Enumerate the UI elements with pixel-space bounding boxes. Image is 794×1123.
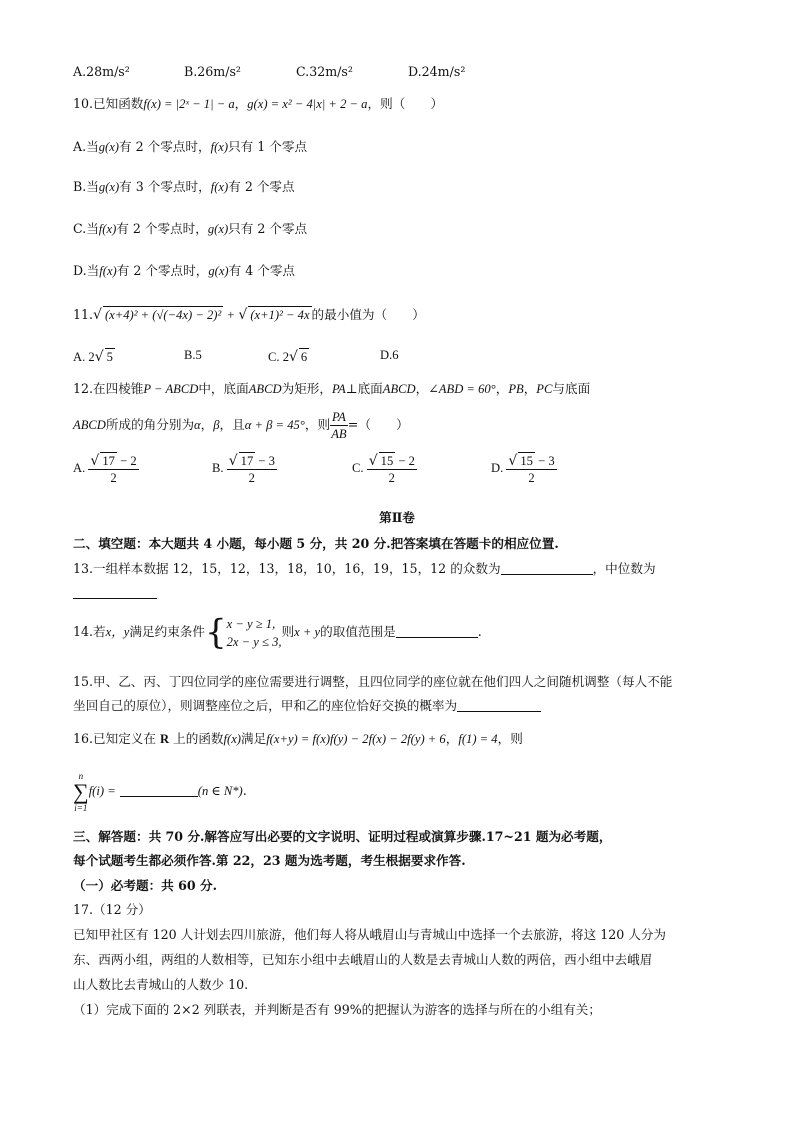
q12-opt-c-den: 2 xyxy=(388,471,395,485)
q12-ratio-fraction xyxy=(330,409,348,442)
q12-opt-b-fraction xyxy=(227,452,277,486)
q16-sigma-top: n xyxy=(78,770,84,781)
q10-opt-c-letter: C.当 xyxy=(73,221,99,236)
q12-t6: 所成的角分别为 xyxy=(105,417,195,432)
q10-opt-a-fn1: g(x) xyxy=(98,140,119,154)
q13-stem-line-2 xyxy=(73,584,157,602)
q16-comma: ， xyxy=(445,731,459,746)
q11-plus: + xyxy=(227,308,235,322)
q10-g-expr: g(x) = x² − 4|x| + 2 − a xyxy=(247,97,368,111)
q17-paragraph-line-2: 东、西两小组，两组的人数相等，已知东小组中去峨眉山的人数是去青城山人数的两倍，西小组中去峨眉 xyxy=(73,952,653,967)
q14-constraint-system xyxy=(227,615,282,651)
q11-radicand-2: (x+1)² − 4x xyxy=(250,308,310,322)
q11-stem xyxy=(73,306,425,324)
q11-suffix: 的最小值为（ ） xyxy=(311,307,425,322)
q12-t8: ，则 xyxy=(304,417,331,432)
q11-radicand-1: (x+4)² + (√(−4x) − 2)² xyxy=(104,308,222,322)
sqrt-sign: √ xyxy=(94,349,104,365)
q12-beta: β xyxy=(213,418,220,432)
q12-t5: 与底面 xyxy=(552,381,591,396)
q14-then: 则 xyxy=(281,624,295,639)
q10-opt-d-fn1: f(x) xyxy=(99,264,117,278)
q12-t1: 12.在四棱锥 xyxy=(73,381,144,396)
q16-end: . xyxy=(242,783,247,798)
q14-vars: x，y xyxy=(105,625,130,639)
q12-perp: PA⊥ xyxy=(331,382,358,396)
q10-opt-c-fn2: g(x) xyxy=(207,222,229,236)
q12-opt-a-fraction xyxy=(88,452,138,486)
q12-base-3: ABCD xyxy=(73,418,106,432)
q11-opt-a-radicand: 5 xyxy=(106,350,113,364)
q16-stem-line-1 xyxy=(73,730,523,748)
q12-pb: PB xyxy=(508,382,524,396)
q9-option-c: C.32m/s² xyxy=(296,64,353,79)
q11-number: 11. xyxy=(73,307,94,322)
q13-blank-median[interactable] xyxy=(73,585,157,599)
q12-opt-b-den: 2 xyxy=(248,471,255,485)
q10-opt-d-letter: D.当 xyxy=(73,263,100,278)
q12-opt-a-label: A. xyxy=(73,460,86,475)
q12-opt-a-rad: 17 xyxy=(102,454,115,468)
q12-opt-c-rad: 15 xyxy=(380,454,394,468)
q16-stem-line-2 xyxy=(73,770,247,813)
q12-t9: =（ ） xyxy=(347,417,409,432)
q17-paragraph-line-1: 已知甲社区有 120 人计划去四川旅游，他们每人将从峨眉山与青城山中选择一个去旅游，将这 120 人分为 xyxy=(73,927,667,942)
q12-opt-d-label: D. xyxy=(491,460,504,475)
q11-option-c xyxy=(268,348,309,365)
sqrt-sign: √ xyxy=(90,453,100,469)
q12-option-a xyxy=(73,452,139,486)
q14-suffix: 的取值范围是 xyxy=(320,624,396,639)
q10-opt-b-fn2: f(x) xyxy=(210,180,229,194)
q12-opt-c-rest: − 2 xyxy=(395,454,415,468)
q17-paragraph-line-3: 山人数比去青城山的人数少 10. xyxy=(73,977,249,992)
sqrt-sign: √ xyxy=(93,307,102,323)
q12-sum: α + β = 45° xyxy=(244,418,305,432)
q10-f-expr: f(x) = |2ˣ − 1| − a xyxy=(143,97,235,111)
q9-option-d: D.24m/s² xyxy=(408,64,466,79)
q15-stem-line-2 xyxy=(73,697,541,715)
q12-opt-b-rest: − 3 xyxy=(255,454,275,468)
q12-comma-2: ， xyxy=(495,381,509,396)
q12-base: ABCD xyxy=(248,382,282,396)
q10-sep: ， xyxy=(234,96,248,111)
q10-opt-c-text1: 有 2 个零点时， xyxy=(116,221,208,236)
q14-stem xyxy=(73,614,482,651)
q12-opt-b-label: B. xyxy=(212,460,224,475)
q16-fx: f(x) xyxy=(223,732,241,746)
required-questions-heading: （一）必考题：共 60 分. xyxy=(73,878,218,893)
q12-stem-line-1 xyxy=(73,380,590,398)
q12-opt-c-fraction xyxy=(367,452,417,486)
q14-end: . xyxy=(477,624,482,639)
q11-option-b: B.5 xyxy=(184,348,202,362)
sigma-sum-icon: n ∑ i=1 xyxy=(73,770,89,813)
q12-t7: ，且 xyxy=(219,417,245,432)
q17-part-1: （1）完成下面的 2×2 列联表，并判断是否有 99%的把握认为游客的选择与所在的小组有关； xyxy=(73,1002,601,1017)
q12-opt-d-rest: − 3 xyxy=(534,454,555,468)
section-2-title: 第Ⅱ卷 xyxy=(379,510,415,525)
q12-alpha: α xyxy=(194,418,201,432)
q14-constraint-1: x − y ≥ 1, xyxy=(226,616,276,631)
q10-option-a xyxy=(73,138,307,156)
q14-mid: 满足约束条件 xyxy=(129,624,205,639)
q10-opt-b-fn1: g(x) xyxy=(98,180,120,194)
q12-t4: 底面 xyxy=(357,381,383,396)
section-3-heading-line-2: 每个试题考生都必须作答.第 22，23 题为选考题，考生根据要求作答. xyxy=(73,853,466,868)
q12-option-d xyxy=(491,452,557,486)
q12-opt-d-rad: 15 xyxy=(520,454,533,468)
q12-t3: 为矩形， xyxy=(281,381,332,396)
q10-opt-c-text2: 只有 2 个零点 xyxy=(228,221,308,236)
q15-blank[interactable] xyxy=(457,698,541,712)
sqrt-sign: √ xyxy=(289,349,298,365)
q17-header: 17.（12 分） xyxy=(73,902,151,917)
q9-option-a: A.28m/s² xyxy=(73,64,130,79)
q11-opt-a-coef: A. 2 xyxy=(73,350,95,364)
q12-frac-num: PA xyxy=(332,410,346,424)
q10-opt-b-text1: 有 3 个零点时， xyxy=(119,179,211,194)
q16-condition: (n ∈ N*) xyxy=(197,784,243,798)
q16-mid: 上的函数 xyxy=(173,731,224,746)
q10-prefix: 10.已知函数 xyxy=(73,96,144,111)
q10-opt-c-fn1: f(x) xyxy=(98,222,117,236)
q15-stem-line-1: 15.甲、乙、丙、丁四位同学的座位需要进行调整，且四位同学的座位就在他们四人之间随机调整（每人不能 xyxy=(73,674,673,689)
q10-option-c xyxy=(73,220,307,238)
q16-then: ，则 xyxy=(497,731,523,746)
q13-text: 13.一组样本数据 12，15，12，13，18，10，16，19，15，12 的众数为 xyxy=(73,561,501,576)
q10-option-b xyxy=(73,178,295,196)
q11-option-d: D.6 xyxy=(380,348,399,362)
q12-stem-line-2 xyxy=(73,408,409,442)
q10-opt-b-text2: 有 2 个零点 xyxy=(228,179,295,194)
q10-opt-a-letter: A.当 xyxy=(73,139,99,154)
q16-prefix: 16.已知定义在 xyxy=(73,731,156,746)
sqrt-sign: √ xyxy=(228,453,238,469)
q10-stem xyxy=(73,95,443,113)
q16-term: f(i) = xyxy=(88,784,116,798)
q10-opt-d-text1: 有 2 个零点时， xyxy=(116,263,209,278)
q16-mid2: 满足 xyxy=(241,731,267,746)
q10-suffix: ，则（ ） xyxy=(367,96,444,111)
q12-angle: ∠ABD = 60° xyxy=(428,382,496,396)
q11-opt-c-coef: C. 2 xyxy=(268,350,289,364)
q12-opt-b-rad: 17 xyxy=(240,454,254,468)
sqrt-sign: √ xyxy=(368,453,378,469)
section-3-heading-line-1: 三、解答题：共 70 分.解答应写出必要的文字说明、证明过程或演算步骤.17~21 题为必考题， xyxy=(73,829,612,844)
sqrt-sign: √ xyxy=(238,307,248,323)
q12-option-b xyxy=(212,452,277,486)
q13-stem xyxy=(73,560,656,578)
left-brace-icon: { xyxy=(204,612,227,653)
q16-equation: f(x+y) = f(x)f(y) − 2f(x) − 2f(y) + 6 xyxy=(266,732,446,746)
q12-frac-den: AB xyxy=(331,427,347,441)
q10-opt-b-letter: B.当 xyxy=(73,179,99,194)
q14-constraint-2: 2x − y ≤ 3, xyxy=(226,634,282,649)
q12-pc: PC xyxy=(536,382,553,396)
q12-option-c xyxy=(352,452,417,486)
sqrt-sign: √ xyxy=(508,453,518,469)
q16-f1: f(1) = 4 xyxy=(458,732,498,746)
q10-opt-d-text2: 有 4 个零点 xyxy=(228,263,296,278)
q12-comma: ， xyxy=(415,381,429,396)
q15-text: 坐回自己的原位），则调整座位之后，甲和乙的座位恰好交换的概率为 xyxy=(73,698,458,713)
q14-prefix: 14.若 xyxy=(73,624,106,639)
q10-opt-d-fn2: g(x) xyxy=(208,264,229,278)
q16-sigma-bottom: i=1 xyxy=(74,802,88,813)
q9-option-b: B.26m/s² xyxy=(184,64,241,79)
q12-base-2: ABCD xyxy=(382,382,416,396)
q12-opt-c-label: C. xyxy=(352,460,364,475)
q12-opt-d-den: 2 xyxy=(528,471,535,485)
q12-comma-4: ， xyxy=(200,417,214,432)
q12-opt-a-den: 2 xyxy=(110,471,117,485)
q10-option-d xyxy=(73,262,295,280)
q11-opt-c-radicand: 6 xyxy=(300,350,308,364)
q13-blank-mode[interactable] xyxy=(501,561,593,575)
q16-blank[interactable] xyxy=(120,783,198,797)
q11-option-a xyxy=(73,348,115,365)
q10-opt-a-fn2: f(x) xyxy=(210,140,229,154)
q14-blank[interactable] xyxy=(396,624,478,638)
section-2-heading: 二、填空题：本大题共 4 小题，每小题 5 分，共 20 分.把答案填在答题卡的相应位置. xyxy=(73,536,559,551)
q12-opt-a-rest: − 2 xyxy=(116,454,137,468)
q12-opt-d-fraction xyxy=(506,452,556,486)
q12-pyramid: P − ABCD xyxy=(143,382,199,396)
q12-comma-3: ， xyxy=(523,381,537,396)
q14-expr: x + y xyxy=(294,625,321,639)
q12-t2: 中，底面 xyxy=(198,381,249,396)
q16-real-set: R xyxy=(160,732,170,746)
q10-opt-a-text1: 有 2 个零点时， xyxy=(118,139,211,154)
q13-mid: ，中位数为 xyxy=(592,561,656,576)
q10-opt-a-text2: 只有 1 个零点 xyxy=(228,139,308,154)
